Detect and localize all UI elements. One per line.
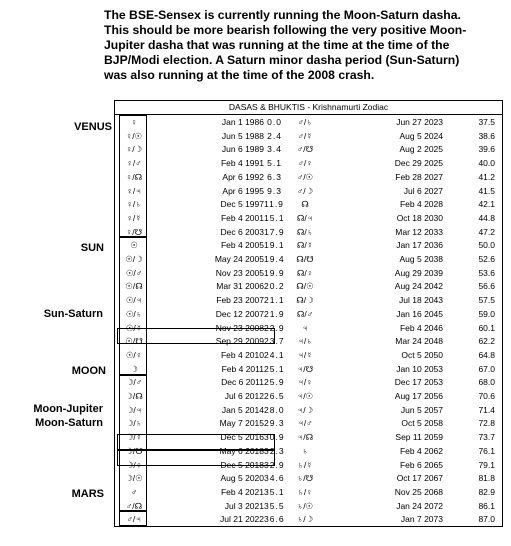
secondary-start-date: Oct 5 2058 [401, 418, 443, 429]
start-date: Jan 1 1986 [221, 117, 264, 127]
secondary-age: 41.5 [478, 185, 495, 196]
primary-period: ♂/♃ [126, 514, 142, 525]
secondary-start-date: Jan 16 2045 [396, 308, 443, 319]
start-date: May 7 2015 [219, 418, 264, 429]
primary-period: ♀/☊ [125, 171, 143, 182]
age: 9.3 [267, 185, 282, 196]
secondary-age: 38.6 [478, 130, 495, 141]
start-date: Apr 6 1992 [222, 171, 264, 182]
start-date: Dec 6 2003 [220, 226, 264, 237]
secondary-period: ☊ [301, 199, 309, 210]
secondary-age: 87.0 [478, 514, 495, 525]
dasa-bhukti-table [114, 100, 503, 527]
secondary-start-date: Jan 10 2053 [396, 363, 443, 374]
age: 30.9 [264, 432, 285, 443]
secondary-period: ♃ [301, 322, 309, 333]
secondary-start-date: Mar 24 2048 [395, 336, 443, 347]
secondary-start-date: Feb 6 2065 [399, 459, 443, 470]
secondary-period: ♂/☿ [297, 130, 313, 141]
secondary-age: 64.8 [478, 349, 495, 360]
primary-period: ☽/♃ [125, 404, 143, 415]
age: 32.9 [264, 459, 285, 470]
secondary-period: ♂/♄ [297, 117, 313, 127]
age: 22.9 [264, 322, 285, 333]
intro-line: The BSE-Sensex is currently running the Moon-Saturn dasha. [104, 8, 461, 22]
secondary-age: 60.1 [478, 322, 495, 333]
secondary-age: 72.8 [478, 418, 495, 429]
age: 6.3 [267, 171, 282, 182]
secondary-period: ☊/♀ [296, 267, 314, 278]
secondary-age: 41.2 [478, 171, 495, 182]
primary-period: ☉/♀ [125, 349, 143, 360]
age: 25.9 [264, 377, 285, 388]
age: 3.4 [267, 144, 282, 155]
primary-period: ☉/☊ [125, 281, 143, 292]
secondary-period: ♄ [301, 445, 309, 456]
label-sun-saturn: Sun-Saturn [43, 308, 103, 320]
secondary-age: 52.6 [478, 254, 495, 264]
primary-period: ☽ [130, 363, 138, 374]
secondary-start-date: Aug 24 2042 [394, 281, 443, 292]
secondary-start-date: Jul 6 2027 [403, 185, 443, 196]
primary-period: ☽/☊ [125, 391, 143, 401]
age: 0.0 [267, 117, 282, 127]
secondary-age: 70.6 [478, 391, 495, 401]
start-date: Dec 12 2007 [215, 308, 264, 319]
secondary-period: ☊/☉ [296, 281, 314, 292]
primary-period: ♀/♄ [126, 199, 142, 210]
start-date: Sep 29 2009 [215, 336, 264, 347]
primary-period: ♀/♃ [126, 185, 142, 196]
secondary-age: 57.5 [478, 295, 495, 306]
primary-period: ♀/☽ [125, 144, 143, 155]
start-date: May 6 2018 [219, 445, 264, 456]
secondary-period: ♂/☋ [296, 144, 314, 155]
age: 21.1 [264, 295, 285, 306]
start-date: Nov 23 2008 [215, 322, 264, 333]
secondary-start-date: Sep 11 2059 [395, 432, 443, 443]
secondary-age: 42.1 [478, 199, 495, 210]
secondary-period: ♃/☿ [297, 349, 313, 360]
start-date: Mar 31 2006 [216, 281, 264, 292]
age: 25.1 [264, 363, 285, 374]
secondary-period: ☊/♂ [296, 308, 314, 319]
primary-period: ♀/☋ [125, 226, 143, 237]
intro-line: This should be more bearish following the very positive Moon- [104, 23, 467, 37]
secondary-start-date: Feb 4 2028 [399, 199, 443, 210]
secondary-start-date: Oct 5 2050 [401, 349, 443, 360]
start-date: Feb 4 2010 [220, 349, 264, 360]
start-date: Dec 5 1997 [220, 199, 264, 210]
age: 19.4 [264, 254, 285, 264]
start-date: Jun 6 1989 [221, 144, 264, 155]
secondary-period: ♂/♀ [297, 158, 313, 169]
start-date: Feb 4 1991 [220, 158, 264, 169]
primary-period: ♂ [130, 486, 138, 497]
age: 17.9 [264, 226, 285, 237]
secondary-period: ♂/☉ [296, 171, 314, 182]
start-date: Dec 5 2016 [220, 432, 264, 443]
start-date: Aug 5 2020 [220, 473, 264, 484]
secondary-age: 50.0 [478, 240, 495, 251]
secondary-period: ♄/☋ [296, 473, 314, 484]
label-venus: VENUS [74, 121, 112, 133]
secondary-period: ♃/☽ [296, 404, 314, 415]
secondary-age: 81.8 [478, 473, 495, 484]
primary-period: ☉/☽ [125, 254, 143, 264]
start-date: Jan 5 2014 [221, 404, 264, 415]
secondary-start-date: Jun 5 2057 [400, 404, 443, 415]
secondary-start-date: Oct 18 2030 [396, 212, 443, 223]
secondary-period: ☊/☿ [296, 240, 314, 251]
secondary-start-date: Jan 7 2073 [400, 514, 443, 525]
secondary-period: ♃/☊ [296, 432, 314, 443]
secondary-age: 82.9 [478, 486, 495, 497]
secondary-age: 62.2 [478, 336, 495, 347]
secondary-start-date: Jun 27 2023 [396, 117, 443, 127]
secondary-period: ☊/☋ [296, 254, 314, 264]
age: 2.4 [267, 130, 282, 141]
secondary-start-date: Jul 18 2043 [399, 295, 443, 306]
start-date: May 24 2005 [214, 254, 264, 264]
primary-period: ☽/♄ [125, 418, 143, 429]
secondary-period: ☊/♃ [296, 212, 314, 223]
primary-period: ☉/♂ [125, 267, 143, 278]
age: 36.6 [264, 514, 285, 525]
primary-period: ☉/☿ [125, 322, 143, 333]
secondary-age: 67.0 [478, 363, 495, 374]
age: 35.1 [264, 486, 285, 497]
secondary-age: 71.4 [478, 404, 495, 415]
secondary-start-date: Oct 17 2067 [396, 473, 443, 484]
start-date: Jul 21 2022 [220, 514, 264, 525]
age: 20.2 [264, 281, 285, 292]
age: 19.9 [264, 267, 285, 278]
start-date: Jul 3 2021 [224, 500, 264, 511]
secondary-age: 37.5 [478, 117, 495, 127]
secondary-start-date: Feb 4 2062 [399, 445, 443, 456]
age: 24.1 [264, 349, 285, 360]
table-row [115, 512, 502, 527]
start-date: Feb 4 2001 [220, 212, 264, 223]
secondary-age: 47.2 [478, 226, 495, 237]
label-moon-saturn: Moon-Saturn [35, 417, 103, 429]
secondary-age: 68.0 [478, 377, 495, 388]
age: 32.3 [264, 445, 285, 456]
age: 11.9 [264, 199, 284, 210]
secondary-age: 56.6 [478, 281, 495, 292]
secondary-period: ♃/♄ [297, 336, 313, 347]
age: 35.5 [264, 500, 285, 511]
label-moon: MOON [71, 365, 106, 377]
start-date: Dec 6 2011 [221, 377, 264, 388]
start-date: Feb 4 2011 [221, 363, 264, 374]
secondary-start-date: Feb 28 2027 [395, 171, 443, 182]
age: 28.0 [264, 404, 285, 415]
secondary-start-date: Jan 17 2036 [396, 240, 443, 251]
primary-period: ☽/♂ [125, 377, 143, 388]
secondary-start-date: Aug 5 2038 [399, 254, 443, 264]
start-date: Dec 5 2018 [220, 459, 264, 470]
secondary-start-date: Dec 17 2053 [394, 377, 443, 388]
primary-period: ☉/♃ [125, 295, 143, 306]
primary-period: ♀/☉ [125, 130, 143, 141]
secondary-age: 79.1 [478, 459, 495, 470]
start-date: Nov 23 2005 [215, 267, 264, 278]
primary-period: ♀/☿ [126, 212, 142, 223]
secondary-period: ♃/☉ [296, 391, 314, 401]
start-date: Feb 4 2005 [220, 240, 264, 251]
secondary-age: 86.1 [478, 500, 495, 511]
secondary-start-date: Feb 4 2046 [399, 322, 443, 333]
age: 5.1 [267, 158, 282, 169]
secondary-start-date: Aug 17 2056 [394, 391, 443, 401]
primary-period: ☉/♄ [125, 308, 143, 319]
primary-period: ♂/☊ [125, 500, 143, 511]
secondary-period: ☊/♄ [296, 226, 314, 237]
secondary-age: 44.8 [478, 212, 495, 223]
secondary-age: 73.7 [478, 432, 495, 443]
start-date: Feb 4 2021 [220, 486, 264, 497]
primary-period: ♀ [130, 117, 138, 127]
secondary-period: ☊/☽ [296, 295, 314, 306]
secondary-start-date: Jan 24 2072 [396, 500, 443, 511]
secondary-start-date: Aug 5 2024 [399, 130, 443, 141]
age: 21.9 [264, 308, 285, 319]
primary-period: ♀/♂ [126, 158, 142, 169]
secondary-age: 76.1 [478, 445, 495, 456]
age: 19.1 [264, 240, 285, 251]
primary-period: ☽/♀ [125, 459, 143, 470]
primary-period: ☽/☿ [125, 432, 143, 443]
secondary-period: ♄/♀ [297, 486, 313, 497]
start-date: Jul 6 2012 [224, 391, 264, 401]
secondary-period: ♄/☿ [297, 459, 313, 470]
primary-period: ☽/☋ [125, 445, 143, 456]
intro-paragraph [104, 8, 504, 83]
primary-period: ☉ [130, 240, 138, 251]
primary-period: ☽/☉ [125, 473, 143, 484]
secondary-age: 40.0 [478, 158, 495, 169]
primary-period: ☉/☋ [125, 336, 143, 347]
label-mars: MARS [71, 488, 104, 500]
secondary-age: 59.0 [478, 308, 495, 319]
label-sun: SUN [80, 242, 104, 254]
intro-line: was also running at the time of the 2008 crash. [104, 68, 375, 82]
start-date: Apr 6 1995 [222, 185, 264, 196]
age: 29.3 [264, 418, 285, 429]
secondary-start-date: Dec 29 2025 [394, 158, 443, 169]
secondary-age: 39.6 [478, 144, 495, 155]
secondary-period: ♄/☉ [296, 500, 314, 511]
secondary-start-date: Mar 12 2033 [395, 226, 443, 237]
secondary-period: ♃/☋ [296, 363, 314, 374]
secondary-period: ♃/♀ [297, 377, 313, 388]
start-date: Jun 5 1988 [221, 130, 264, 141]
secondary-period: ♂/☽ [296, 185, 314, 196]
age: 15.1 [264, 212, 285, 223]
secondary-start-date: Aug 2 2025 [399, 144, 443, 155]
age: 26.5 [264, 391, 285, 401]
secondary-start-date: Aug 29 2039 [394, 267, 443, 278]
secondary-period: ♄/☽ [296, 514, 314, 525]
intro-line: BJP/Modi election. A Saturn minor dasha period (Sun-Saturn) [104, 53, 460, 67]
start-date: Feb 23 2007 [216, 295, 264, 306]
secondary-start-date: Nov 25 2068 [394, 486, 443, 497]
table-title: DASAS & BHUKTIS - Krishnamurti Zodiac [115, 101, 502, 115]
secondary-age: 53.6 [478, 267, 495, 278]
secondary-period: ♃/♂ [297, 418, 313, 429]
intro-line: Jupiter dasha that was running at the time at the time of the [104, 38, 450, 52]
age: 34.6 [264, 473, 285, 484]
age: 23.7 [264, 336, 285, 347]
label-moon-jupiter: Moon-Jupiter [33, 403, 103, 415]
